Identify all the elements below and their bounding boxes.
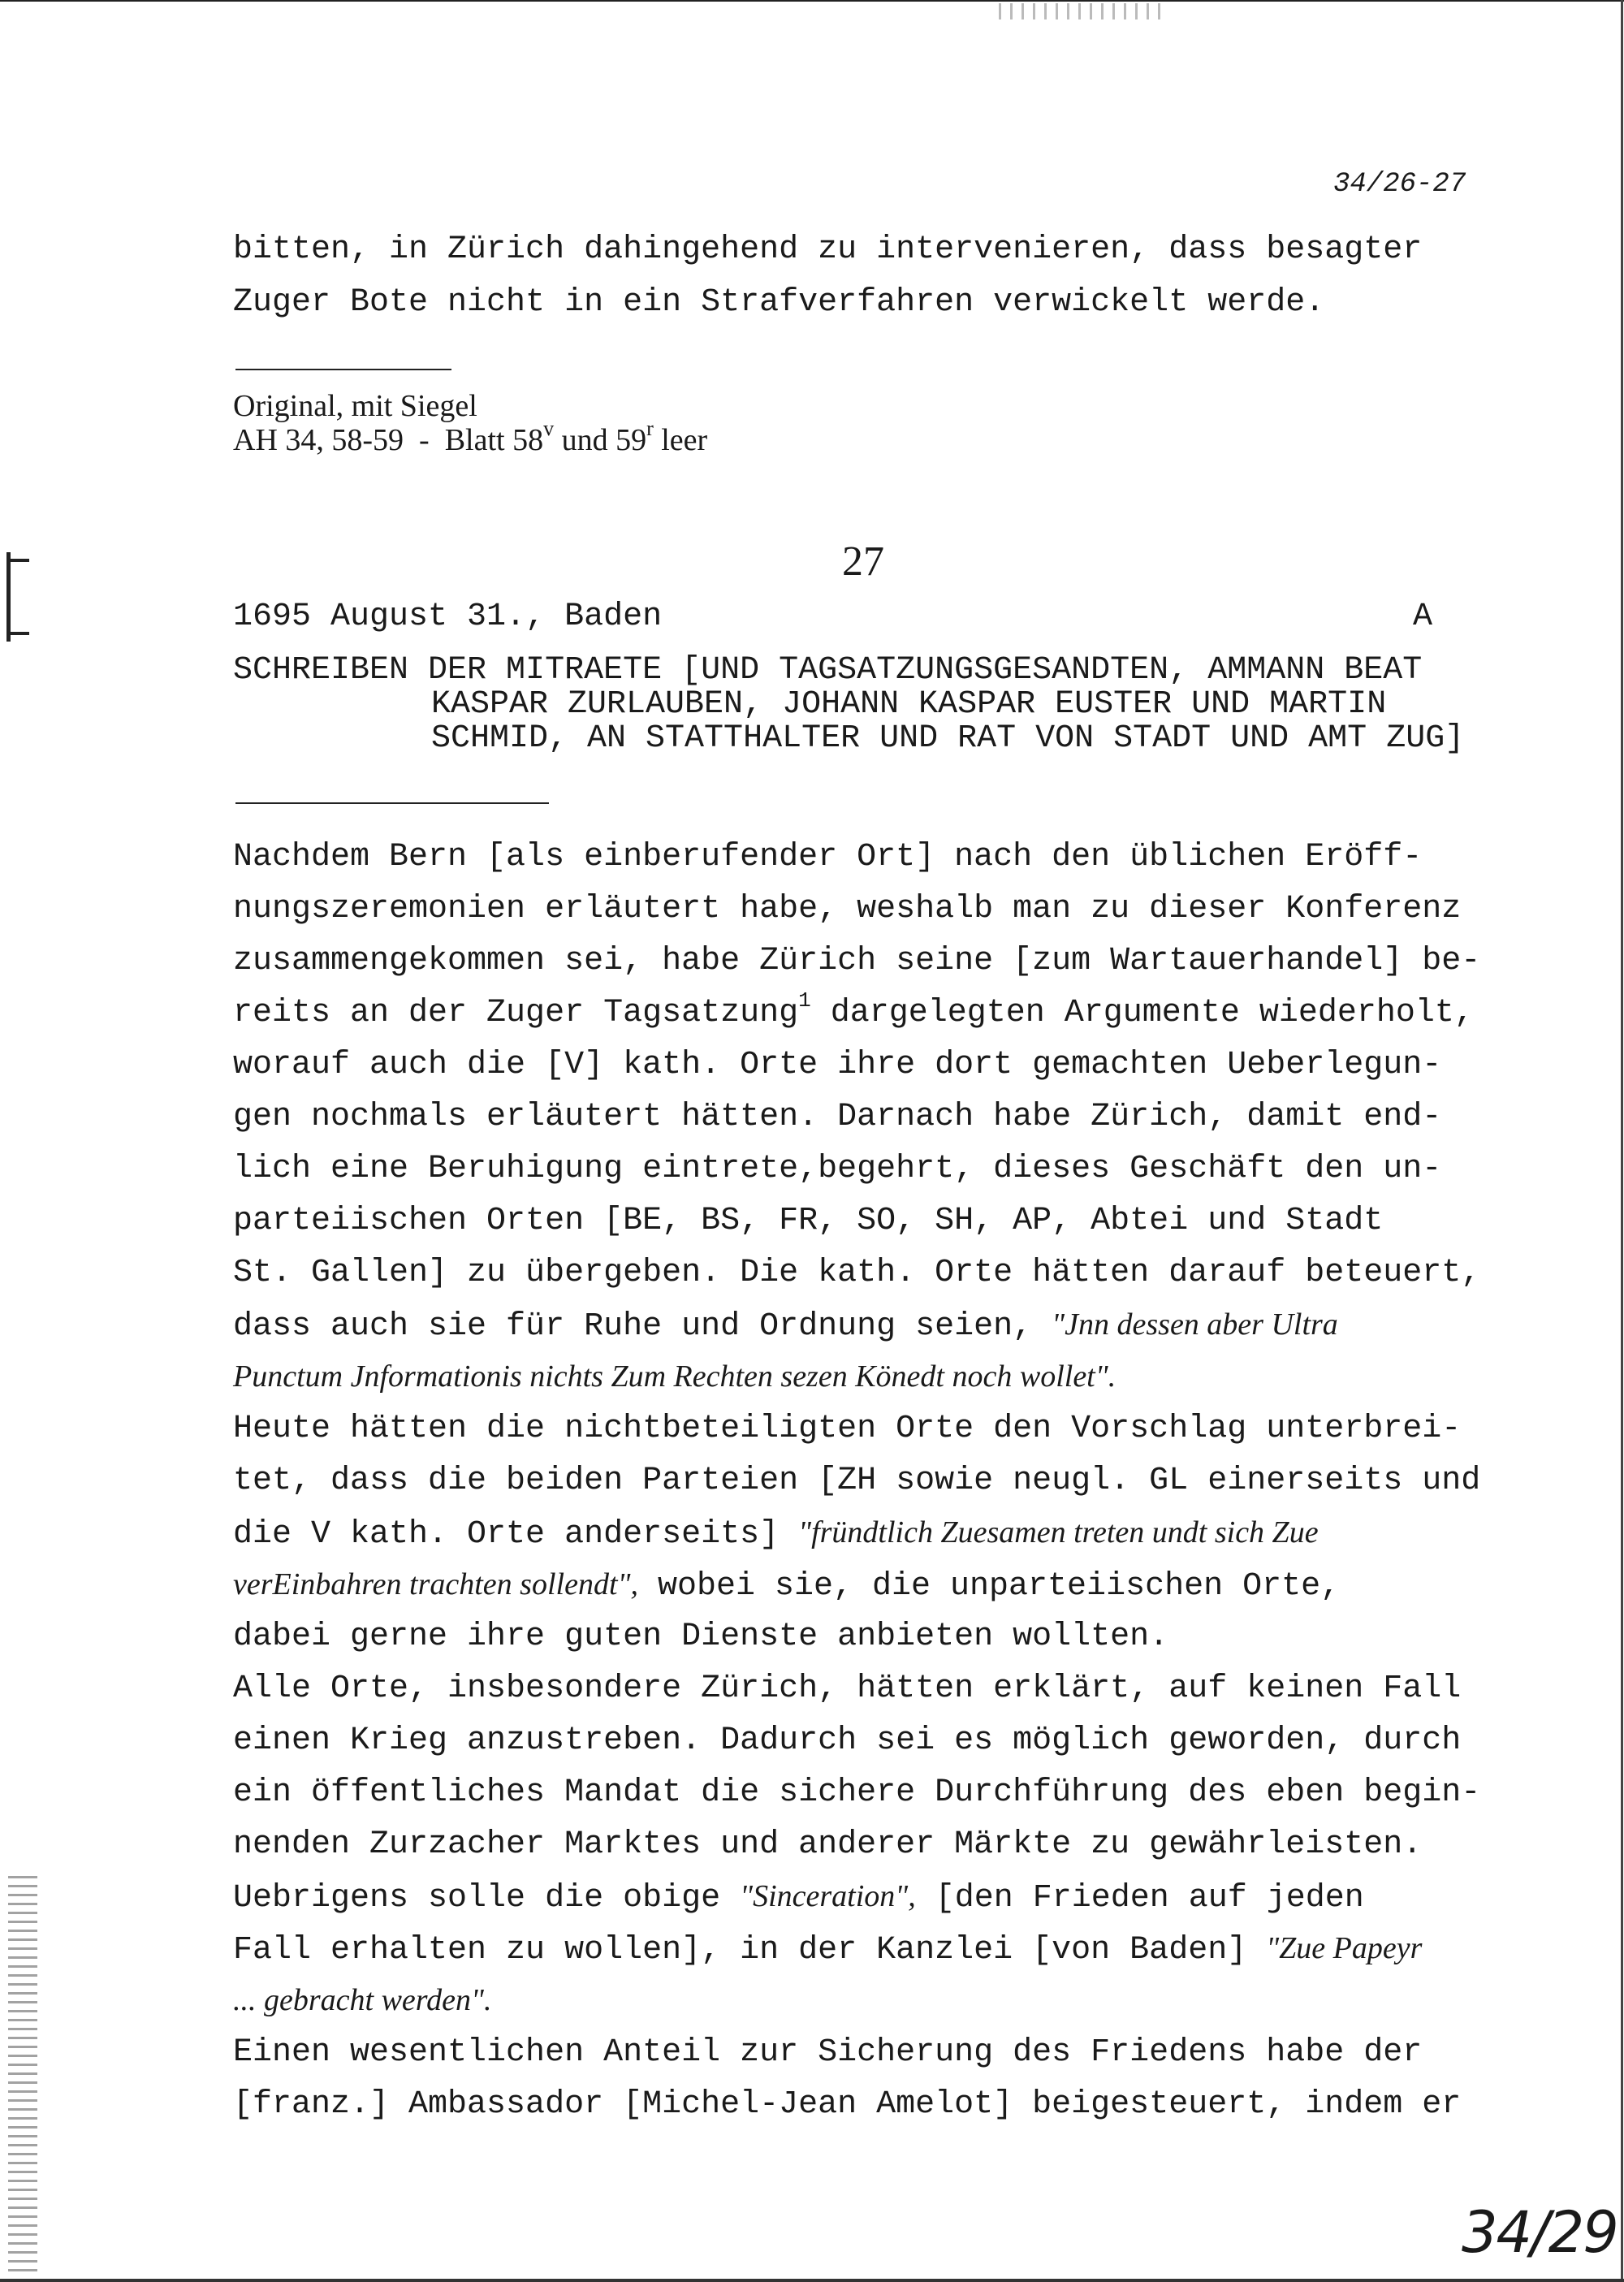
scan-border-right xyxy=(1621,0,1623,2282)
source-separator-rule xyxy=(235,369,451,370)
quote-line-22: "Zue Papeyr xyxy=(1266,1931,1423,1965)
body-line-7: lich eine Beruhigung eintrete,begehrt, dieses Geschäft den un- xyxy=(233,1151,1442,1187)
body-line-22 xyxy=(233,1930,1422,1969)
body-line-4 xyxy=(233,988,1474,1031)
body-line-15b: wobei sie, die unparteiischen Orte, xyxy=(637,1568,1341,1605)
body-line-21 xyxy=(233,1878,1364,1917)
body-line-8: parteiischen Orten [BE, BS, FR, SO, SH, AP, Abtei und Stadt xyxy=(233,1203,1384,1239)
body-line-3: zusammengekommen sei, habe Zürich seine [zum Wartauerhandel] be- xyxy=(233,943,1481,979)
body-line-6: gen nochmals erläutert hätten. Darnach habe Zürich, damit end- xyxy=(233,1099,1442,1135)
prev-text-line-2: Zuger Bote nicht in ein Strafverfahren verwickelt werde. xyxy=(233,284,1325,321)
document-title-line-2: KASPAR ZURLAUBEN, JOHANN KASPAR EUSTER UND MARTIN xyxy=(431,686,1387,723)
quote-line-23: ... gebracht werden". xyxy=(233,1983,492,2017)
scan-border-bottom xyxy=(0,2279,1624,2282)
document-number: 27 xyxy=(842,538,884,585)
margin-bracket-top xyxy=(6,559,29,562)
title-separator-rule xyxy=(235,802,549,804)
body-line-12: Heute hätten die nichtbeteiligten Orte den Vorschlag unterbrei- xyxy=(233,1411,1462,1447)
body-line-22a: Fall erhalten zu wollen], in der Kanzlei [von Baden] xyxy=(233,1932,1267,1969)
source-folio-text-3: leer xyxy=(653,423,708,457)
document-type-letter: A xyxy=(1413,599,1433,635)
body-line-4a: reits an der Zuger Tagsatzung xyxy=(233,995,799,1031)
footnote-ref-1: 1 xyxy=(798,988,811,1013)
body-line-1: Nachdem Bern [als einberufender Ort] nach den üblichen Eröff- xyxy=(233,839,1423,875)
body-line-9: St. Gallen] zu übergeben. Die kath. Orte hätten darauf beteuert, xyxy=(233,1255,1481,1291)
quote-line-15: verEinbahren trachten sollendt", xyxy=(233,1567,638,1601)
body-line-10 xyxy=(233,1307,1338,1345)
margin-binding-noise xyxy=(8,1876,37,2274)
body-line-21a: Uebrigens solle die obige xyxy=(233,1880,741,1917)
source-note-line-2 xyxy=(233,417,708,458)
source-note-line-1: Original, mit Siegel xyxy=(233,389,477,423)
body-line-5: worauf auch die [V] kath. Orte ihre dort gemachten Ueberlegun- xyxy=(233,1047,1442,1083)
handwritten-page-number: 34/29 xyxy=(1462,2199,1618,2266)
scan-border-top xyxy=(0,0,1624,2)
body-line-4b: dargelegten Argumente wiederholt, xyxy=(810,995,1474,1031)
body-line-20: nenden Zurzacher Marktes und anderer Märkte zu gewährleisten. xyxy=(233,1826,1423,1863)
body-line-10a: dass auch sie für Ruhe und Ordnung seien, xyxy=(233,1308,1052,1345)
body-line-14a: die V kath. Orte anderseits] xyxy=(233,1516,799,1553)
body-line-21c: [den Frieden auf jeden xyxy=(915,1880,1364,1917)
body-line-25: [franz.] Ambassador [Michel-Jean Amelot] beigesteuert, indem er xyxy=(233,2086,1462,2123)
body-line-24: Einen wesentlichen Anteil zur Sicherung des Friedens habe der xyxy=(233,2034,1423,2071)
body-line-16: dabei gerne ihre guten Dienste anbieten wollten. xyxy=(233,1619,1169,1655)
body-line-18: einen Krieg anzustreben. Dadurch sei es möglich geworden, durch xyxy=(233,1722,1462,1759)
recto-superscript: r xyxy=(646,417,654,440)
body-line-13: tet, dass die beiden Parteien [ZH sowie neugl. GL einerseits und xyxy=(233,1463,1481,1499)
quote-line-10: "Jnn dessen aber Ultra xyxy=(1052,1307,1338,1342)
quote-sinceration: "Sinceration", xyxy=(740,1879,916,1913)
body-line-14 xyxy=(233,1515,1319,1553)
body-line-19: ein öffentliches Mandat die sichere Durchführung des eben begin- xyxy=(233,1774,1481,1811)
quote-line-14: "fründtlich Zuesamen treten undt sich Zue xyxy=(798,1515,1319,1549)
prev-text-line-1: bitten, in Zürich dahingehend zu intervenieren, dass besagter xyxy=(233,231,1423,268)
body-line-15 xyxy=(233,1567,1340,1605)
body-line-2: nungszeremonien erläutert habe, weshalb man zu dieser Konferenz xyxy=(233,891,1462,927)
margin-bracket-mark xyxy=(6,552,11,642)
top-scan-speckle xyxy=(999,3,1161,19)
body-line-17: Alle Orte, insbesondere Zürich, hätten erklärt, auf keinen Fall xyxy=(233,1670,1462,1707)
margin-bracket-bottom xyxy=(6,632,29,635)
source-folio-text-2: und 59 xyxy=(554,423,647,457)
verso-superscript: v xyxy=(543,417,555,440)
page-reference: 34/26-27 xyxy=(1333,169,1466,200)
date-place: 1695 August 31., Baden xyxy=(233,599,663,635)
quote-line-11: Punctum Jnformationis nichts Zum Rechten sezen Könedt noch wollet". xyxy=(233,1359,1116,1394)
source-folio-text: AH 34, 58-59 - Blatt 58 xyxy=(233,423,544,457)
document-title-line-3: SCHMID, AN STATTHALTER UND RAT VON STADT UND AMT ZUG] xyxy=(431,720,1465,757)
document-title-line-1: SCHREIBEN DER MITRAETE [UND TAGSATZUNGSGESANDTEN, AMMANN BEAT xyxy=(233,652,1423,689)
